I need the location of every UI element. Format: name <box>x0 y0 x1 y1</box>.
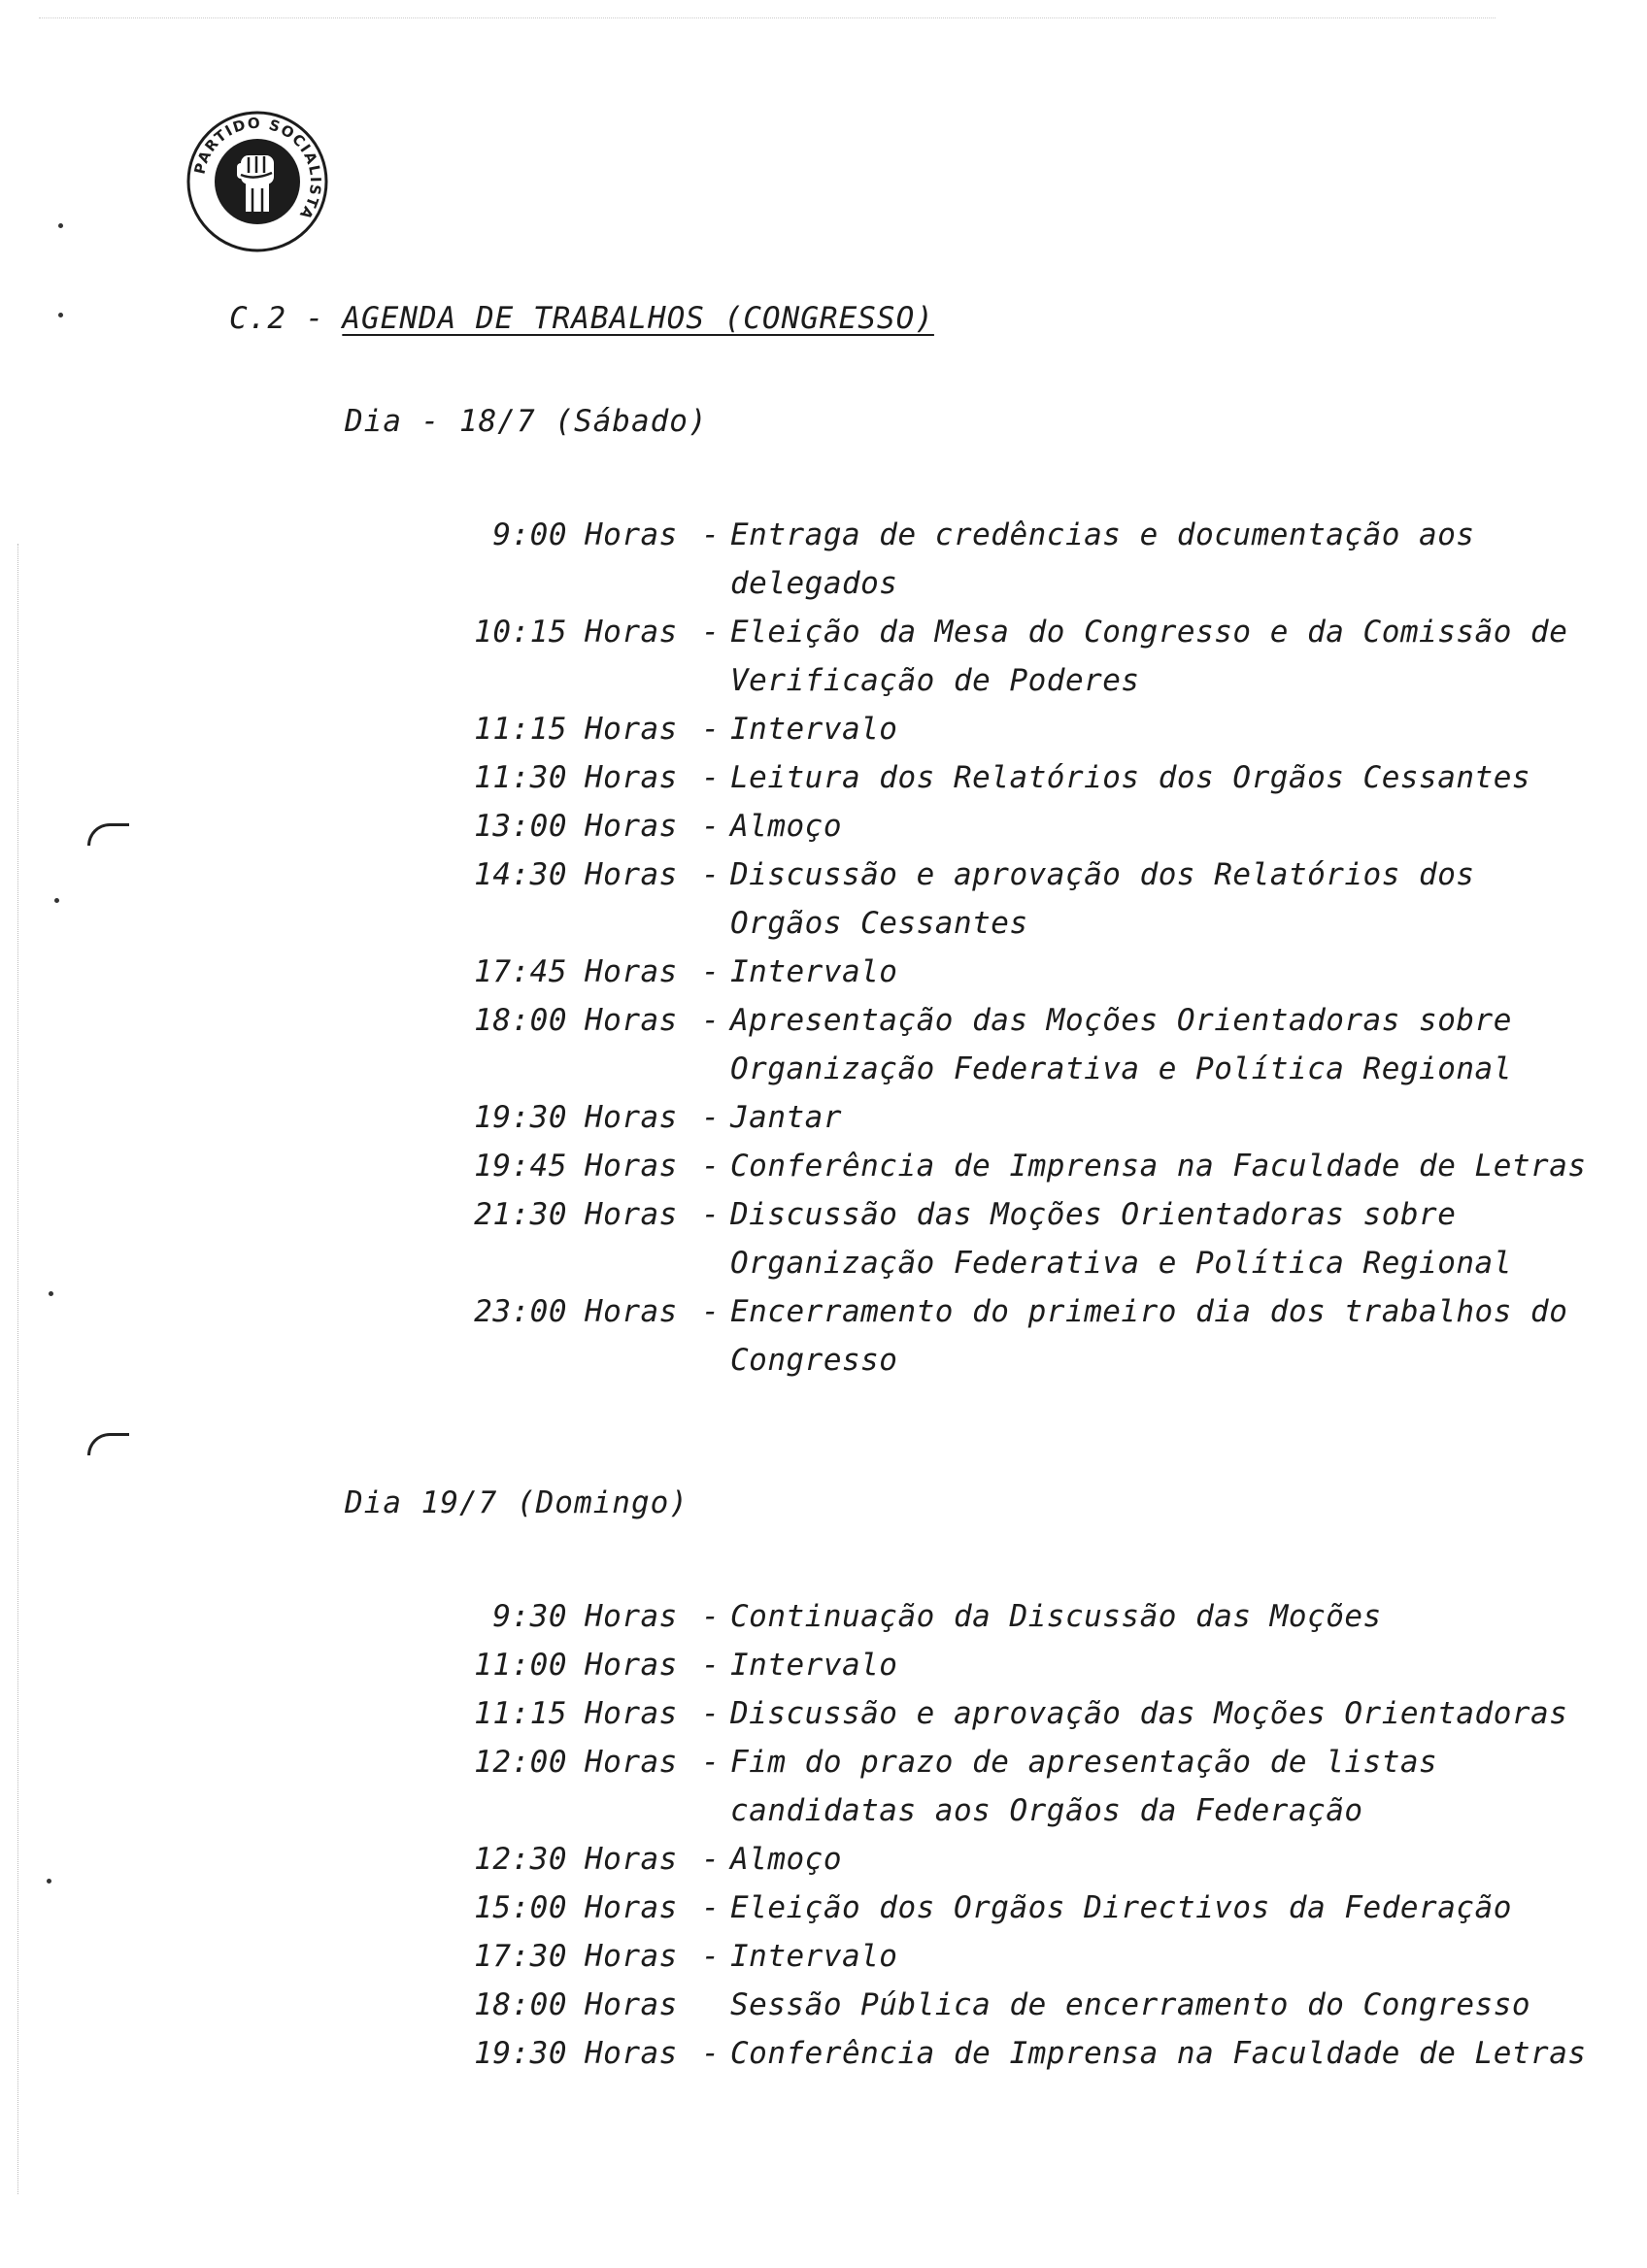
entry-description: Intervalo <box>730 954 898 989</box>
entry-time: 11:30 <box>474 760 567 795</box>
entry-description: Leitura dos Relatórios dos Orgãos Cessantes <box>730 760 1531 795</box>
entry-unit: Horas <box>585 1149 678 1184</box>
entry-description: Intervalo <box>730 1939 898 1974</box>
schedule-saturday <box>427 511 1631 1384</box>
entry-time: 9:00 <box>492 517 567 552</box>
entry-unit: Horas <box>585 1100 678 1135</box>
entry-unit: Horas <box>585 1987 678 2022</box>
binder-hole-mark <box>87 1433 129 1455</box>
entry-unit: Horas <box>585 809 678 844</box>
schedule-entry <box>427 1287 1631 1384</box>
entry-description: Jantar <box>730 1100 842 1135</box>
schedule-sunday <box>427 1592 1631 2078</box>
entry-time: 18:00 <box>474 1987 567 2022</box>
scan-speck <box>54 898 59 903</box>
entry-separator: - <box>701 1149 721 1184</box>
entry-separator: - <box>701 1100 721 1135</box>
entry-time: 23:00 <box>474 1294 567 1329</box>
entry-separator: - <box>701 712 721 747</box>
entry-separator: - <box>701 1939 721 1974</box>
entry-description: Eleição da Mesa do Congresso e da Comissão de Verificação de Poderes <box>730 615 1568 698</box>
entry-time: 9:30 <box>492 1599 567 1634</box>
schedule-entry <box>427 1592 1631 1641</box>
entry-unit: Horas <box>585 760 678 795</box>
schedule-entry <box>427 1981 1631 2029</box>
entry-separator: - <box>701 760 721 795</box>
entry-description: Fim do prazo de apresentação de listas candidatas aos Orgãos da Federação <box>730 1745 1438 1828</box>
entry-unit: Horas <box>585 1003 678 1038</box>
entry-description: Conferência de Imprensa na Faculdade de Letras <box>730 2036 1587 2071</box>
entry-time: 21:30 <box>474 1197 567 1232</box>
entry-time: 11:15 <box>474 1696 567 1731</box>
section-heading <box>229 301 934 336</box>
entry-unit: Horas <box>585 1745 678 1780</box>
schedule-entry <box>427 1689 1631 1738</box>
entry-separator: - <box>701 1648 721 1683</box>
entry-unit: Horas <box>585 954 678 989</box>
entry-time: 10:15 <box>474 615 567 650</box>
entry-description: Encerramento do primeiro dia dos trabalhos do Congresso <box>730 1294 1568 1378</box>
day-heading-saturday: Dia - 18/7 (Sábado) <box>345 404 708 439</box>
schedule-entry <box>427 1932 1631 1981</box>
scan-speck <box>49 1291 53 1296</box>
entry-time: 11:15 <box>474 712 567 747</box>
entry-unit: Horas <box>585 1842 678 1877</box>
schedule-entry <box>427 850 1631 948</box>
schedule-entry <box>427 1190 1631 1287</box>
entry-separator: - <box>701 615 721 650</box>
entry-time: 17:30 <box>474 1939 567 1974</box>
binder-hole-mark <box>87 823 129 846</box>
entry-description: Almoço <box>730 1842 842 1877</box>
schedule-entry <box>427 511 1631 608</box>
party-logo <box>185 109 330 254</box>
schedule-entry <box>427 1641 1631 1689</box>
entry-description: Discussão das Moções Orientadoras sobre Organização Federativa e Política Regional <box>730 1197 1512 1281</box>
scan-speck <box>47 1879 51 1884</box>
entry-time: 15:00 <box>474 1890 567 1925</box>
logo-text: PARTIDO SOCIALISTA <box>190 114 325 224</box>
entry-unit: Horas <box>585 1294 678 1329</box>
entry-description: Almoço <box>730 809 842 844</box>
entry-unit: Horas <box>585 615 678 650</box>
schedule-entry <box>427 996 1631 1093</box>
day-heading-sunday: Dia 19/7 (Domingo) <box>345 1485 689 1520</box>
entry-time: 18:00 <box>474 1003 567 1038</box>
entry-time: 19:30 <box>474 2036 567 2071</box>
entry-time: 17:45 <box>474 954 567 989</box>
entry-time: 12:00 <box>474 1745 567 1780</box>
schedule-entry <box>427 1835 1631 1884</box>
entry-separator: - <box>701 1599 721 1634</box>
entry-unit: Horas <box>585 1939 678 1974</box>
entry-time: 13:00 <box>474 809 567 844</box>
scan-speck <box>58 223 63 228</box>
entry-description: Apresentação das Moções Orientadoras sobre Organização Federativa e Política Regional <box>730 1003 1512 1086</box>
entry-description: Eleição dos Orgãos Directivos da Federação <box>730 1890 1512 1925</box>
entry-description: Sessão Pública de encerramento do Congresso <box>730 1987 1531 2022</box>
entry-separator <box>691 1981 730 2029</box>
schedule-entry <box>427 753 1631 802</box>
schedule-entry <box>427 2029 1631 2078</box>
entry-unit: Horas <box>585 1599 678 1634</box>
schedule-entry <box>427 1093 1631 1142</box>
entry-separator: - <box>701 1003 721 1038</box>
entry-time: 19:30 <box>474 1100 567 1135</box>
entry-description: Discussão e aprovação dos Relatórios dos Orgãos Cessantes <box>730 857 1475 941</box>
entry-description: Entraga de credências e documentação aos delegados <box>730 517 1475 601</box>
entry-separator: - <box>701 809 721 844</box>
entry-separator: - <box>701 954 721 989</box>
schedule-entry <box>427 1142 1631 1190</box>
entry-description: Conferência de Imprensa na Faculdade de Letras <box>730 1149 1587 1184</box>
entry-description: Intervalo <box>730 1648 898 1683</box>
section-number: C.2 - <box>229 301 325 336</box>
entry-time: 19:45 <box>474 1149 567 1184</box>
entry-unit: Horas <box>585 1648 678 1683</box>
entry-separator: - <box>701 2036 721 2071</box>
scan-speck <box>58 313 63 317</box>
entry-separator: - <box>701 1696 721 1731</box>
section-title: AGENDA DE TRABALHOS (CONGRESSO) <box>342 301 934 336</box>
schedule-entry <box>427 948 1631 996</box>
entry-unit: Horas <box>585 1890 678 1925</box>
schedule-entry <box>427 1738 1631 1835</box>
entry-separator: - <box>701 1890 721 1925</box>
entry-separator: - <box>701 1294 721 1329</box>
schedule-entry <box>427 608 1631 705</box>
schedule-entry <box>427 705 1631 753</box>
entry-time: 11:00 <box>474 1648 567 1683</box>
entry-time: 12:30 <box>474 1842 567 1877</box>
scan-noise-top <box>39 17 1496 18</box>
entry-separator: - <box>701 857 721 892</box>
entry-unit: Horas <box>585 857 678 892</box>
entry-description: Discussão e aprovação das Moções Orientadoras <box>730 1696 1568 1731</box>
entry-unit: Horas <box>585 1197 678 1232</box>
entry-description: Continuação da Discussão das Moções <box>730 1599 1382 1634</box>
schedule-entry <box>427 802 1631 850</box>
entry-unit: Horas <box>585 1696 678 1731</box>
scan-noise-left-edge <box>17 544 18 2194</box>
entry-description: Intervalo <box>730 712 898 747</box>
entry-separator: - <box>701 1842 721 1877</box>
entry-unit: Horas <box>585 517 678 552</box>
entry-unit: Horas <box>585 2036 678 2071</box>
entry-unit: Horas <box>585 712 678 747</box>
fist-emblem-icon <box>185 109 330 254</box>
schedule-entry <box>427 1884 1631 1932</box>
entry-separator: - <box>701 1745 721 1780</box>
entry-separator: - <box>701 1197 721 1232</box>
entry-time: 14:30 <box>474 857 567 892</box>
entry-separator: - <box>701 517 721 552</box>
